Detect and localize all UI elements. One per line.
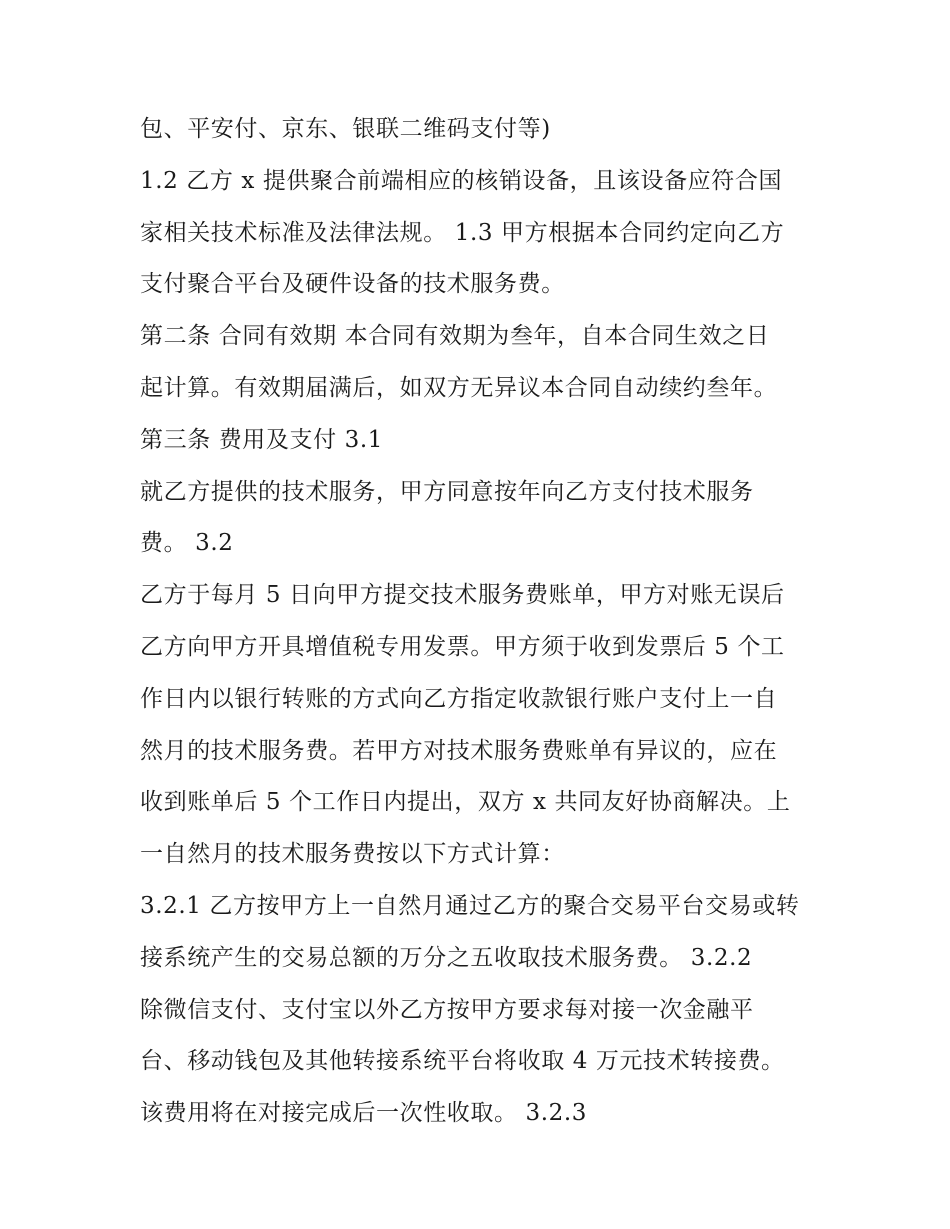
text-line: 作日内以银行转账的方式向乙方指定收款银行账户支付上一自	[140, 685, 778, 712]
text-line: 起计算。有效期届满后，如双方无异议本合同自动续约叁年。	[140, 374, 778, 401]
document-body	[140, 104, 830, 1140]
text-line: 接系统产生的交易总额的万分之五收取技术服务费。 3.2.2	[140, 944, 753, 971]
text-line: 3.2.1 乙方按甲方上一自然月通过乙方的聚合交易平台交易或转	[140, 892, 800, 919]
text-line: 包、平安付、京东、银联二维码支付等)	[140, 116, 551, 142]
text-line: 就乙方提供的技术服务，甲方同意按年向乙方支付技术服务	[140, 478, 754, 505]
text-line: 收到账单后 5 个工作日内提出，双方 x 共同友好协商解决。上	[140, 789, 791, 816]
text-line: 费。 3.2	[140, 530, 234, 557]
text-line: 第二条 合同有效期 本合同有效期为叁年，自本合同生效之日	[140, 323, 770, 350]
text-line: 除微信支付、支付宝以外乙方按甲方要求每对接一次金融平	[140, 996, 754, 1023]
text-line: 第三条 费用及支付 3.1	[140, 426, 383, 453]
text-line: 然月的技术服务费。若甲方对技术服务费账单有异议的，应在	[140, 737, 778, 764]
text-line: 一自然月的技术服务费按以下方式计算：	[140, 841, 565, 868]
text-line: 乙方向甲方开具增值税专用发票。甲方须于收到发票后 5 个工	[140, 633, 785, 660]
text-line: 该费用将在对接完成后一次性收取。 3.2.3	[140, 1100, 588, 1127]
text-line: 1.2 乙方 x 提供聚合前端相应的核销设备，且该设备应符合国	[140, 167, 783, 194]
text-line: 家相关技术标准及法律法规。 1.3 甲方根据本合同约定向乙方	[140, 219, 785, 246]
text-line: 支付聚合平台及硬件设备的技术服务费。	[140, 271, 565, 298]
text-line: 乙方于每月 5 日向甲方提交技术服务费账单，甲方对账无误后	[140, 582, 785, 609]
text-line: 台、移动钱包及其他转接系统平台将收取 4 万元技术转接费。	[140, 1048, 785, 1075]
